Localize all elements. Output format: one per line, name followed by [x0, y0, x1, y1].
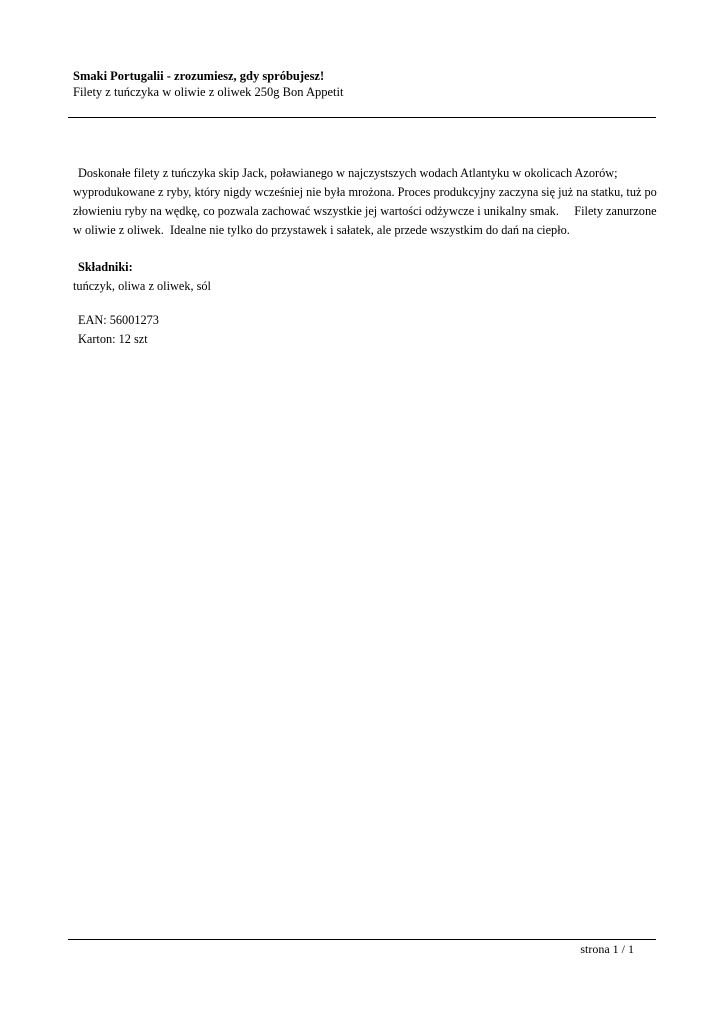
product-meta: [73, 311, 659, 349]
page-header: [73, 68, 653, 100]
product-description: Doskonałe filety z tuńczyka skip Jack, poławianego w najczystszych wodach Atlantyku w okolicach Azorów; wyprodukowane z ryby, który nigdy wcześniej nie była mrożona. Proces produkcyjny zaczyna się już na statku, tuż po złowieniu ryby na wędkę, co pozwala zachować wszystkie jej wartości odżywcze i unikalny smak. Filety zanurzone w oliwie z oliwek. Idealne nie tylko do przystawek i sałatek, ale przede wszystkim do dań na ciepło.: [73, 166, 660, 237]
page-footer: [68, 941, 634, 957]
ingredients-heading: Składniki:: [78, 260, 133, 274]
site-title: Smaki Portugalii - zrozumiesz, gdy spróbujesz!: [73, 69, 325, 83]
product-title: Filety z tuńczyka w oliwie z oliwek 250g Bon Appetit: [73, 85, 344, 99]
ean-code: EAN: 56001273: [78, 313, 159, 327]
ingredients-list: tuńczyk, oliwa z oliwek, sól: [73, 279, 211, 293]
header-divider: [68, 117, 656, 118]
footer-divider: [68, 939, 656, 940]
carton-quantity: Karton: 12 szt: [78, 332, 148, 346]
page-number: strona 1 / 1: [580, 942, 634, 956]
product-content: [73, 164, 659, 349]
